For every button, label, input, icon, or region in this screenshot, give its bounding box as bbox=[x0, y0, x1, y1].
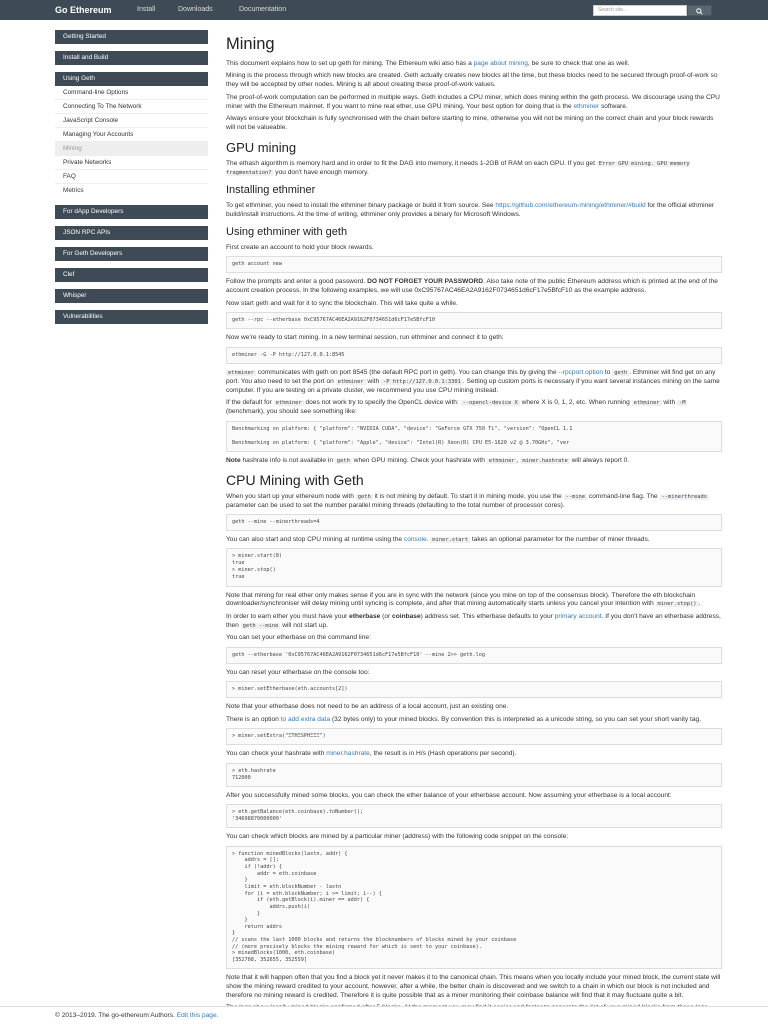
sidebar-item-getting-started[interactable]: Getting Started bbox=[55, 30, 208, 44]
cpu-paragraph-3: Note that mining for real ether only makes sense if you are in sync with the network (since you mine on top of the consensus block). Therefore the eth blockchain downloader/synchroniser will delay mining until syncing is complete, and after that mining automatically starts unless you cancel your intention with miner.stop() . bbox=[226, 591, 701, 608]
cpu-paragraph-7: Note that your etherbase does not need to be an address of a local account, just an existing one. bbox=[226, 703, 509, 711]
code-block-mined-blocks: > function minedBlocks(lastn, addr) { addrs = []; if (!addr) { addr = eth.coinbase } limit = eth.blockNumber - lastn for (i = eth.blockNumber; i >= limit; i--) { if (eth.getBlock(i).miner == addr) { addrs.push(i) } } return addrs } // scans the last 1000 blocks and returns the blocknumbers of blocks mined by your coinbase // (more precisely blocks the mining reward for which is sent to your coinbase). > minedBlocks(1000, eth.coinbase) [352708, 352655, 352559] bbox=[226, 846, 722, 969]
cpu-paragraph-11: You can check which blocks are mined by a particular miner (address) with the following code snippet on the console: bbox=[226, 833, 569, 841]
using-paragraph-6: If the default for ethminer does not work try to specify the OpenCL device with: --opencl-device X where X is 0, 1, 2, etc. When running ethminer with -M (benchmark), you should see something like: bbox=[226, 399, 686, 416]
ethminer-build-link[interactable]: https://github.com/ethereum-mining/ethminer/#build bbox=[495, 202, 646, 210]
nav-link-documentation[interactable]: Documentation bbox=[239, 6, 287, 13]
sidebar bbox=[55, 30, 208, 324]
code-block-geth-mine: geth --mine --minerthreads=4 bbox=[226, 514, 722, 531]
code-block-benchmark: Benchmarking on platform: { "platform": "NVIDIA CUDA", "device": "GeForce GTX 750 Ti", "version": "OpenCL 1.1 Benchmarking on platform: { "platform": "Apple", "device": "Intel(R) Xeon(R) CPU E5-1620 v2 @ 3.70GHz", "ver bbox=[226, 421, 722, 452]
code-block-miner-start: > miner.start(8) true > miner.stop() true bbox=[226, 548, 722, 586]
miner-hashrate-link[interactable]: miner.hashrate bbox=[326, 750, 370, 758]
using-ethminer-heading: Using ethminer with geth bbox=[226, 225, 348, 238]
code-block-etherbase: geth --etherbase '0xC95767AC46EA2A9162F0734651d6cF17e5BfcF10' --mine 2>> geth.log bbox=[226, 647, 722, 664]
sidebar-item-javascript-console[interactable]: JavaScript Console bbox=[55, 114, 208, 128]
sidebar-item-dapp-developers[interactable]: For dApp Developers bbox=[55, 205, 208, 219]
sidebar-item-metrics[interactable]: Metrics bbox=[55, 184, 208, 198]
cpu-paragraph-12: Note that it will happen often that you find a block yet it never makes it to the canonical chain. This means when you locally include your mined block, the current state will show the mining reward credited to your account, however, after a while, the better chain is discovered and we switch to a chain in which our block is not included and therefore no mining reward is credited. Therefore it is quite possible that as a miner monitoring their coinbase balance will find that it may fluctuate quite a bit. bbox=[226, 973, 721, 999]
intro-paragraph-3: The proof-of-work computation can be performed in multiple ways. Geth includes a CPU miner, which does mining within the geth process. We discourage using the CPU miner with the Ethereum mainnet. If you want to mine real ether, use GPU mining. Your best option for doing that is the ethminer software. bbox=[226, 93, 720, 110]
mining-wiki-link[interactable]: page about mining bbox=[473, 60, 528, 67]
using-paragraph-1: First create an account to hold your block rewards. bbox=[226, 243, 374, 251]
footer-text: © 2013–2019. The go-ethereum Authors. Edit this page. bbox=[55, 1012, 219, 1019]
page-title: Mining bbox=[226, 35, 275, 53]
cpu-paragraph-4: In order to earn ether you must have your etherbase (or coinbase) address set. This etherbase defaults to your primary account. If you don't have an etherbase address, then geth --mine will not start up. bbox=[226, 612, 721, 629]
code-block-account-new: geth account new bbox=[226, 256, 722, 273]
sidebar-item-json-rpc[interactable]: JSON RPC APIs bbox=[55, 226, 208, 240]
code-block-geth-rpc: geth --rpc --etherbase 0xC95767AC46EA2A9162F0734651d6cF17e5BfcF10 bbox=[226, 312, 722, 329]
install-paragraph: To get ethminer, you need to install the ethminer binary package or build it from source. See https://github.com/ethereum-mining/ethminer/#build for the official ethminer build/install instructions. At the time of writing, ethminer only provides a binary for Microsoft Windows. bbox=[226, 202, 715, 219]
sidebar-item-vulnerabilities[interactable]: Vulnerabilities bbox=[55, 310, 208, 324]
primary-account-link[interactable]: primary account bbox=[554, 612, 602, 620]
code-block-set-etherbase: > miner.setEtherbase(eth.accounts[2]) bbox=[226, 681, 722, 698]
sidebar-item-using-geth[interactable]: Using Geth bbox=[55, 72, 208, 86]
cpu-mining-heading: CPU Mining with Geth bbox=[226, 471, 364, 488]
cpu-paragraph-6: You can reset your etherbase on the console too: bbox=[226, 668, 370, 676]
code-block-ethminer: ethminer -G -P http://127.0.0.1:8545 bbox=[226, 347, 722, 364]
sidebar-item-clef[interactable]: Clef bbox=[55, 268, 208, 282]
cpu-paragraph-10: After you successfully mined some blocks, you can check the ether balance of your etherbase account. Now assuming your etherbase is a local account: bbox=[226, 791, 672, 799]
extra-data-link[interactable]: to add extra data bbox=[280, 715, 331, 723]
sidebar-item-geth-developers[interactable]: For Geth Developers bbox=[55, 247, 208, 261]
search-input[interactable]: Search site... bbox=[593, 5, 687, 16]
search-icon bbox=[696, 8, 703, 15]
search-button[interactable] bbox=[687, 5, 712, 16]
rpcport-option-link[interactable]: --rpcport option bbox=[558, 368, 604, 376]
sidebar-item-command-line-options[interactable]: Command-line Options bbox=[55, 86, 208, 100]
nav-link-downloads[interactable]: Downloads bbox=[178, 6, 213, 13]
sidebar-item-managing-accounts[interactable]: Managing Your Accounts bbox=[55, 128, 208, 142]
cpu-paragraph-5: You can set your etherbase on the command line: bbox=[226, 634, 371, 642]
cpu-paragraph-1: When you start up your ethereum node with geth it is not mining by default. To start it in mining mode, you use the --mine command-line flag. The --minerthreads parameter can be used to set the number parallel mining threads (defaulting to the total number of processor cores). bbox=[226, 492, 707, 509]
top-navbar bbox=[0, 0, 768, 20]
nav-link-install[interactable]: Install bbox=[137, 6, 156, 13]
using-paragraph-5: ethminer communicates with geth on port 8545 (the default RPC port in geth). You can change this by giving the --rpcport option to geth . Ethminer will find get on any port. You also need to set the port on ethminer with -P http://127.0.0.1:3301 . Setting up custom ports is necessary if you want several instances mining on the same computer. If you are testing on a private cluster, we recommend you use CPU mining instead. bbox=[226, 368, 720, 394]
using-paragraph-3: Now start geth and wait for it to sync the blockchain. This will take quite a while. bbox=[226, 299, 458, 307]
cpu-paragraph-9: You can check your hashrate with miner.hashrate, the result is in H/s (Hash operations per second). bbox=[226, 750, 517, 758]
console-link[interactable]: console bbox=[403, 535, 427, 543]
code-block-hashrate: > eth.hashrate 712000 bbox=[226, 763, 722, 787]
sidebar-item-whisper[interactable]: Whisper bbox=[55, 289, 208, 303]
gpu-paragraph-1: The ethash algorithm is memory hard and in order to fit the DAG into memory, it needs 1-2GB of RAM on each GPU. If you get Error GPU mining. GPU memory fragmentation? you don't have enough memory. bbox=[226, 160, 690, 177]
sidebar-item-connecting-network[interactable]: Connecting To The Network bbox=[55, 100, 208, 114]
intro-paragraph-2: Mining is the process through which new blocks are created. Geth actually creates new blocks all the time, but these blocks need to be secured through proof-of-work so they will be accepted by other nodes. Mining is all about creating these proof-of-work values. bbox=[226, 72, 718, 89]
sidebar-item-private-networks[interactable]: Private Networks bbox=[55, 156, 208, 170]
edit-page-link[interactable]: Edit this page. bbox=[176, 1012, 219, 1019]
cpu-paragraph-8: There is an option to add extra data (32 bytes only) to your mined blocks. By convention this is interpreted as a unicode string, so you can set your short vanity tag. bbox=[226, 715, 702, 723]
footer bbox=[0, 1006, 768, 1024]
intro-paragraph-4: Always ensure your blockchain is fully synchronised with the chain before starting to mine, otherwise you will not be mining on the correct chain and your block rewards will not be valueable. bbox=[226, 115, 714, 132]
cpu-paragraph-2: You can also start and stop CPU mining at runtime using the console. miner.start takes an optional parameter for the number of miner threads. bbox=[226, 535, 650, 543]
code-block-get-balance: > eth.getBalance(eth.coinbase).toNumber(); '34698870000000' bbox=[226, 804, 722, 828]
sidebar-item-mining[interactable]: Mining bbox=[55, 142, 208, 156]
ethminer-link[interactable]: ethminer bbox=[573, 102, 600, 110]
installing-ethminer-heading: Installing ethminer bbox=[226, 184, 316, 197]
code-block-set-extra: > miner.setExtra("ΞTHΞSPHΞΞΞ") bbox=[226, 728, 722, 745]
main-content bbox=[226, 30, 722, 1017]
brand-logo[interactable]: Go Ethereum bbox=[55, 5, 112, 15]
using-paragraph-2: Follow the prompts and enter a good password. DO NOT FORGET YOUR PASSWORD. Also take note of the public Ethereum address which is printed at the end of the account creation process. In the following examples, we will use 0xC95767AC46EA2A9162F0734651d6cF17e5BfcF10 as the example address. bbox=[226, 278, 718, 295]
sidebar-item-faq[interactable]: FAQ bbox=[55, 170, 208, 184]
sidebar-item-install-build[interactable]: Install and Build bbox=[55, 51, 208, 65]
hashrate-note: Note hashrate info is not available in geth when GPU mining. Check your hashrate with ethminer , miner.hashrate will always report 0. bbox=[226, 456, 630, 464]
using-paragraph-4: Now we're ready to start mining. In a new terminal session, run ethminer and connect it to geth: bbox=[226, 334, 504, 342]
gpu-mining-heading: GPU mining bbox=[226, 140, 297, 156]
intro-paragraph-1: This document explains how to set up geth for mining. The Ethereum wiki also has a page about mining, be sure to check that one as well. bbox=[226, 60, 630, 67]
